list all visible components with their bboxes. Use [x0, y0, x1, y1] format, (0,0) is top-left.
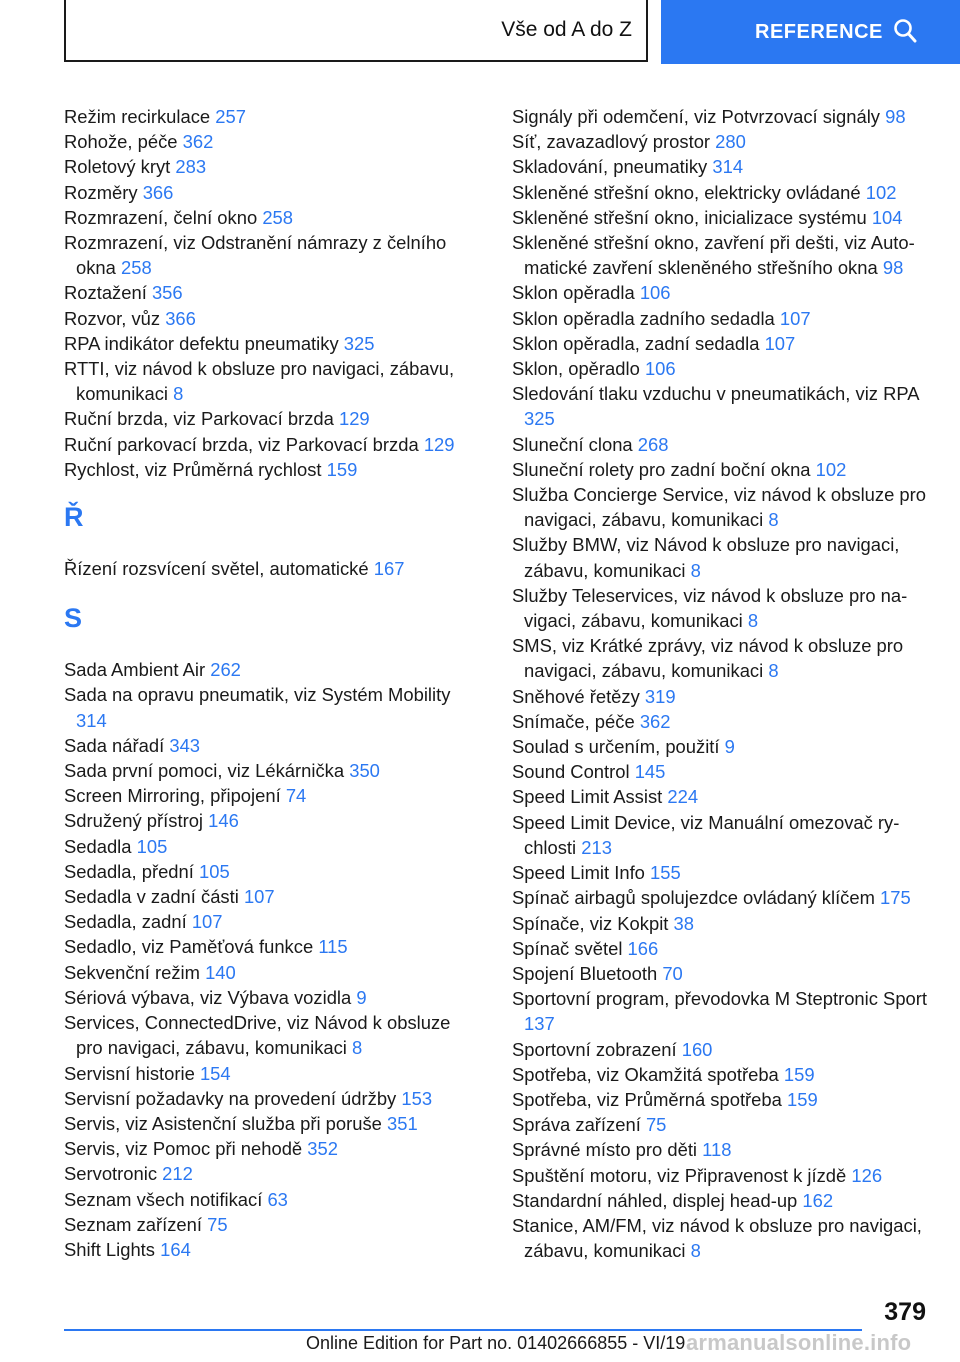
index-entry-term: Sportovní program, převodovka M Steptronic Sport: [512, 988, 928, 1010]
entry-group-s-continued: [512, 104, 932, 1263]
index-entry-term: Služby Teleservices, viz návod k obsluze pro navigaci, zábavu, komunikaci: [512, 584, 908, 632]
page-reference-link[interactable]: 325: [524, 408, 555, 430]
index-entry: [64, 1136, 469, 1161]
page-reference-link[interactable]: 160: [681, 1038, 713, 1060]
index-entry: [512, 1213, 932, 1263]
page-reference-link[interactable]: 38: [673, 912, 694, 934]
search-icon[interactable]: [893, 18, 917, 44]
index-entry-term: Sound Control: [512, 761, 630, 783]
index-entry: [64, 356, 469, 406]
index-entry-term: Spojení Bluetooth: [512, 962, 658, 984]
index-entry-term: Spínač airbagů spolujezdce ovládaný klíčem: [512, 887, 875, 909]
index-entry-term: Spínač světel: [512, 937, 623, 959]
index-entry-term: Signály při odemčení, viz Potvrzovací signály: [512, 106, 880, 127]
page-reference-link[interactable]: 175: [880, 887, 911, 909]
index-entry: [512, 734, 932, 759]
index-entry-term: RTTI, viz návod k obsluze pro navigaci, zábavu, komunikaci: [64, 358, 455, 405]
index-entry-term: Sedadla, přední: [64, 860, 194, 882]
index-entry: [64, 180, 469, 205]
index-entry-term: Sklon opěradla, zadní sedadla: [512, 332, 760, 354]
index-entry: [64, 859, 469, 884]
page-reference-link[interactable]: 9: [356, 986, 367, 1008]
page-reference-link[interactable]: 126: [851, 1164, 883, 1186]
index-entry-term: Služby BMW, viz Návod k obsluze pro navigaci, zábavu, komunikaci: [512, 534, 900, 581]
index-entry: [512, 961, 932, 986]
page-reference-link[interactable]: 129: [423, 433, 455, 455]
index-entry-term: Skladování, pneumatiky: [512, 156, 708, 178]
index-entry: [512, 230, 932, 280]
index-entry: [64, 556, 469, 581]
index-entry: [512, 1037, 932, 1062]
page-reference-link[interactable]: 258: [262, 206, 294, 228]
page-reference-link[interactable]: 104: [871, 206, 903, 228]
page-reference-link[interactable]: 75: [207, 1213, 228, 1235]
page-reference-link[interactable]: 280: [715, 131, 746, 153]
index-entry: [512, 936, 932, 961]
page-reference-link[interactable]: 159: [787, 1088, 818, 1110]
page-reference-link[interactable]: 74: [285, 785, 307, 807]
page-reference-link[interactable]: 98: [882, 257, 904, 279]
edition-note: Online Edition for Part no. 01402666855 - VI/19: [306, 1333, 686, 1353]
index-entry: [512, 759, 932, 784]
page-reference-link[interactable]: 356: [151, 282, 183, 304]
page-reference-link[interactable]: 159: [326, 458, 358, 480]
index-entry-term: Screen Mirroring, připojení: [64, 785, 281, 807]
index-entry: [512, 280, 932, 305]
index-entry: [64, 1212, 469, 1237]
page-reference-link[interactable]: 258: [121, 257, 152, 279]
index-entry-term: Sada na opravu pneumatik, viz Systém Mobility: [64, 684, 451, 706]
index-entry-term: Rozvor, vůz: [64, 307, 161, 329]
page-reference-link[interactable]: 314: [712, 156, 744, 178]
index-entry-term: Rozmrazení, čelní okno: [64, 206, 258, 228]
index-entry: [512, 356, 932, 381]
page-reference-link[interactable]: 154: [199, 1062, 231, 1084]
index-entry: [64, 934, 469, 959]
index-entry-term: Sněhové řetězy: [512, 685, 640, 707]
index-entry-term: Rychlost, viz Průměrná rychlost: [64, 458, 322, 480]
index-entry-term: SMS, viz Krátké zprávy, viz návod k obsluze pro navigaci, zábavu, komunikaci: [512, 635, 904, 682]
index-entry: [64, 1086, 469, 1111]
index-entry: [512, 810, 932, 860]
page-reference-link[interactable]: 362: [639, 710, 671, 732]
index-entry-term: Rozměry: [64, 181, 138, 203]
index-entry-term: Skleněné střešní okno, inicializace systému: [512, 206, 867, 228]
index-entry-term: Spuštění motoru, viz Připravenost k jízdě: [512, 1164, 847, 1186]
index-entry-term: Spotřeba, viz Okamžitá spotřeba: [512, 1063, 779, 1085]
page-reference-link[interactable]: 8: [768, 509, 779, 531]
index-entry: [512, 633, 932, 683]
index-entry: [64, 205, 469, 230]
index-entry: [64, 1187, 469, 1212]
index-entry: [512, 911, 932, 936]
index-entry: [512, 482, 932, 532]
reference-tab-label: REFERENCE: [755, 20, 883, 43]
index-entry: [512, 860, 932, 885]
index-entry-term: Speed Limit Device, viz Manuální omezovač rychlosti: [512, 811, 900, 858]
index-entry: [512, 1188, 932, 1213]
page-reference-link[interactable]: 366: [142, 181, 174, 203]
index-entry: [64, 406, 469, 431]
index-entry-term: Správa zařízení: [512, 1114, 641, 1136]
index-entry-term: Sluneční clona: [512, 433, 633, 455]
letter-heading-s: S: [64, 603, 83, 634]
index-entry-term: Speed Limit Assist: [512, 786, 663, 808]
page-reference-link[interactable]: 268: [637, 433, 669, 455]
page-reference-link[interactable]: 98: [885, 106, 906, 127]
entry-group-r-caron: [64, 556, 469, 581]
section-title: [64, 0, 648, 62]
index-entry-term: Sklon opěradla zadního sedadla: [512, 307, 775, 329]
index-entry: [512, 986, 932, 1036]
index-entry-term: Rohože, péče: [64, 131, 178, 153]
page-reference-link[interactable]: 262: [210, 659, 241, 681]
index-entry-term: Skleněné střešní okno, zavření při dešti, viz Automatické zavření skleněného střešního okna: [512, 232, 915, 279]
page-reference-link[interactable]: 213: [581, 836, 612, 858]
index-entry-term: Sada nářadí: [64, 734, 165, 756]
index-entry-term: Shift Lights: [64, 1238, 155, 1260]
index-entry-term: Sluneční rolety pro zadní boční okna: [512, 458, 811, 480]
index-entry: [64, 657, 469, 682]
index-entry-term: Speed Limit Info: [512, 862, 645, 884]
index-entry: [64, 104, 469, 129]
page-reference-link[interactable]: 283: [175, 156, 207, 178]
index-entry: [512, 784, 932, 809]
index-entry: [64, 432, 469, 457]
section-title-text: Vše od A do Z: [501, 18, 632, 41]
index-entry: [64, 909, 469, 934]
index-entry-term: Režim recirkulace: [64, 106, 211, 127]
index-entry: [512, 432, 932, 457]
index-entry: [512, 129, 932, 154]
index-entry-term: Seznam zařízení: [64, 1213, 202, 1235]
index-column-right: [512, 104, 932, 1263]
index-entry: [64, 758, 469, 783]
page-reference-link[interactable]: 145: [634, 761, 666, 783]
index-entry-term: Rozmrazení, viz Odstranění námrazy z čelního okna: [64, 232, 447, 279]
index-entry: [512, 583, 932, 633]
reference-tab[interactable]: [661, 0, 960, 64]
index-entry-term: Sedadla: [64, 835, 132, 857]
page-reference-link[interactable]: 75: [645, 1114, 667, 1136]
index-entry: [512, 331, 932, 356]
index-entry: [512, 1163, 932, 1188]
index-entry-term: Services, ConnectedDrive, viz Návod k obsluze pro navigaci, zábavu, komunikaci: [64, 1012, 451, 1059]
index-entry: [64, 960, 469, 985]
page-reference-link[interactable]: 106: [639, 282, 671, 304]
index-entry: [512, 1087, 932, 1112]
page-reference-link[interactable]: 224: [667, 786, 699, 808]
page-reference-link[interactable]: 102: [865, 181, 897, 203]
index-entry-term: Ruční brzda, viz Parkovací brzda: [64, 408, 334, 430]
page-reference-link[interactable]: 8: [747, 610, 759, 632]
index-entry-term: Roletový kryt: [64, 156, 171, 178]
index-entry: [64, 230, 469, 280]
page-reference-link[interactable]: 8: [173, 383, 184, 405]
page-reference-link[interactable]: 352: [307, 1138, 338, 1160]
page-reference-link[interactable]: 155: [650, 862, 681, 884]
index-entry-term: Servis, viz Asistenční služba při poruše: [64, 1112, 382, 1134]
index-entry: [512, 180, 932, 205]
index-entry: [512, 381, 932, 431]
index-entry-term: Roztažení: [64, 282, 147, 304]
index-entry-term: Sedadla, zadní: [64, 911, 187, 933]
page-reference-link[interactable]: 257: [215, 106, 246, 127]
page-reference-link[interactable]: 167: [373, 558, 405, 580]
index-entry-term: Síť, zavazadlový prostor: [512, 131, 711, 153]
index-entry-term: Seznam všech notifikací: [64, 1188, 263, 1210]
page-reference-link[interactable]: 314: [76, 709, 107, 731]
page-reference-link[interactable]: 9: [724, 736, 735, 758]
page-reference-link[interactable]: 107: [191, 911, 223, 933]
page-reference-link[interactable]: 166: [627, 937, 659, 959]
index-entry: [64, 1161, 469, 1186]
page-reference-link[interactable]: 102: [815, 458, 847, 480]
index-entry: [512, 457, 932, 482]
page-reference-link[interactable]: 325: [343, 332, 375, 354]
page-reference-link[interactable]: 115: [318, 936, 348, 958]
index-entry: [64, 834, 469, 859]
index-entry-term: Sledování tlaku vzduchu v pneumatikách, viz RPA: [512, 383, 919, 405]
entry-group-r: [64, 104, 469, 482]
page-reference-link[interactable]: 106: [644, 358, 676, 380]
page-reference-link[interactable]: 140: [205, 961, 236, 983]
index-entry-term: Sériová výbava, viz Výbava vozidla: [64, 986, 352, 1008]
letter-heading-r: Ř: [64, 502, 84, 533]
page-reference-link[interactable]: 159: [783, 1063, 815, 1085]
page-reference-link[interactable]: 63: [267, 1188, 288, 1210]
index-entry-term: Servis, viz Pomoc při nehodě: [64, 1138, 303, 1160]
page-reference-link[interactable]: 8: [690, 559, 701, 581]
index-entry: [64, 280, 469, 305]
index-entry: [64, 306, 469, 331]
index-entry-term: RPA indikátor defektu pneumatiky: [64, 332, 339, 354]
index-entry-term: Skleněné střešní okno, elektricky ovládané: [512, 181, 861, 203]
index-entry-term: Sada první pomoci, viz Lékárnička: [64, 760, 345, 782]
index-entry: [64, 331, 469, 356]
page-reference-link[interactable]: 164: [160, 1238, 191, 1260]
index-entry-term: Spotřeba, viz Průměrná spotřeba: [512, 1088, 782, 1110]
index-entry-term: Servisní požadavky na provedení údržby: [64, 1087, 397, 1109]
index-entry-term: Sedadla v zadní části: [64, 886, 239, 908]
index-entry-term: Standardní náhled, displej head-up: [512, 1189, 798, 1211]
index-entry-term: Služba Concierge Service, viz návod k obsluze pro navigaci, zábavu, komunikaci: [512, 484, 927, 531]
index-entry: [64, 733, 469, 758]
index-entry-term: Řízení rozsvícení světel, automatické: [64, 558, 369, 580]
page-reference-link[interactable]: 212: [162, 1163, 193, 1185]
page-header: [0, 0, 960, 66]
page-reference-link[interactable]: 319: [644, 685, 676, 707]
index-entry: [64, 808, 469, 833]
index-entry: [512, 1062, 932, 1087]
index-entry: [512, 205, 932, 230]
index-entry: [64, 129, 469, 154]
index-entry-term: Servisní historie: [64, 1062, 195, 1084]
index-entry: [64, 783, 469, 808]
index-entry-term: Sada Ambient Air: [64, 659, 206, 681]
index-entry: [64, 884, 469, 909]
page-reference-link[interactable]: 8: [352, 1037, 363, 1059]
index-entry-term: Stanice, AM/FM, viz návod k obsluze pro navigaci, zábavu, komunikaci: [512, 1214, 922, 1262]
index-entry: [512, 684, 932, 709]
entry-group-s: [64, 657, 469, 1262]
index-entry: [64, 1111, 469, 1136]
index-entry-term: Spínače, viz Kokpit: [512, 912, 669, 934]
index-entry: [64, 1061, 469, 1086]
index-entry-term: Správné místo pro děti: [512, 1139, 698, 1161]
index-entry: [512, 532, 932, 582]
page-reference-link[interactable]: 107: [243, 886, 275, 908]
page-reference-link[interactable]: 362: [182, 131, 214, 153]
index-entry: [512, 709, 932, 734]
page-reference-link[interactable]: 351: [387, 1112, 418, 1134]
page-reference-link[interactable]: 70: [662, 962, 683, 984]
index-entry-term: Sekvenční režim: [64, 961, 200, 983]
page-reference-link[interactable]: 350: [349, 760, 380, 782]
index-entry: [512, 1137, 932, 1162]
index-entry: [64, 682, 469, 732]
index-entry: [512, 306, 932, 331]
watermark: armanualsonline.info: [686, 1330, 912, 1355]
index-entry: [64, 985, 469, 1010]
page-reference-link[interactable]: 118: [702, 1139, 732, 1161]
index-entry: [512, 154, 932, 179]
index-entry: [512, 1112, 932, 1137]
page-reference-link[interactable]: 137: [524, 1013, 555, 1035]
page-reference-link[interactable]: 366: [165, 307, 196, 329]
index-entry: [64, 1010, 469, 1060]
page-reference-link[interactable]: 105: [136, 835, 168, 857]
page-number: 379: [884, 1298, 926, 1326]
page-reference-link[interactable]: 8: [768, 660, 779, 682]
index-entry-term: Sedadlo, viz Paměťová funkce: [64, 936, 314, 958]
page-reference-link[interactable]: 105: [198, 860, 230, 882]
index-column-left: [64, 104, 469, 1262]
page-reference-link[interactable]: 107: [764, 332, 796, 354]
index-entry-term: Ruční parkovací brzda, viz Parkovací brzda: [64, 433, 419, 455]
index-entry: [64, 1237, 469, 1262]
page-reference-link[interactable]: 343: [169, 734, 201, 756]
page-reference-link[interactable]: 8: [690, 1240, 701, 1262]
page-reference-link[interactable]: 129: [338, 408, 370, 430]
index-entry-term: Sklon opěradla: [512, 282, 635, 304]
page-reference-link[interactable]: 107: [779, 307, 811, 329]
index-entry-term: Soulad s určením, použití: [512, 736, 720, 758]
index-entry: [64, 457, 469, 482]
index-entry-term: Sdružený přístroj: [64, 810, 204, 832]
index-entry: [512, 885, 932, 910]
index-entry: [512, 104, 932, 129]
index-entry-term: Sklon, opěradlo: [512, 358, 640, 380]
index-entry-term: Snímače, péče: [512, 710, 635, 732]
index-entry-term: Servotronic: [64, 1163, 158, 1185]
index-entry: [64, 154, 469, 179]
page-reference-link[interactable]: 153: [401, 1087, 433, 1109]
index-entry-term: Sportovní zobrazení: [512, 1038, 677, 1060]
page-reference-link[interactable]: 162: [802, 1189, 834, 1211]
page-reference-link[interactable]: 146: [208, 810, 239, 832]
